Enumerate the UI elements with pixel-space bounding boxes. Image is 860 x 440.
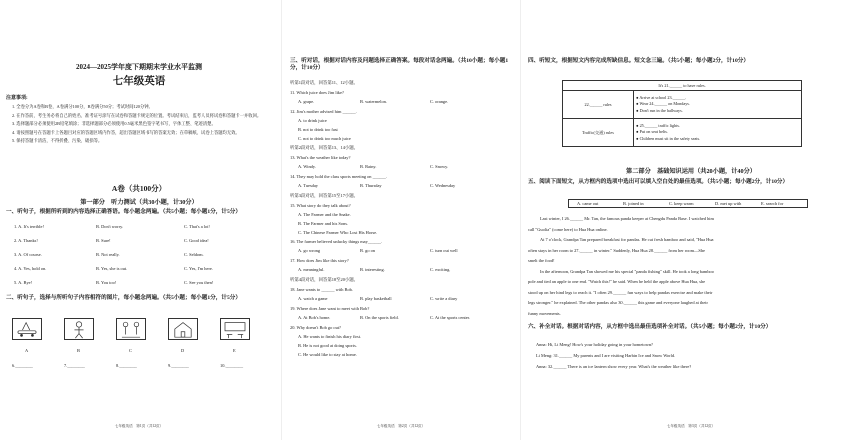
passage-line: Last winter, I 26.______ Mr. Tan, the famous panda keeper at Chengdu Panda Base. I watched him [540,216,714,221]
passage-line: funny movements. [528,310,561,316]
option: C. Good idea! [184,238,209,243]
option: A. grape. [298,99,315,104]
option: A. At Bob's home. [298,315,331,320]
page-1 [6,0,272,440]
answer-blank: 9.________ [168,363,189,368]
option: 5. A. Bye! [14,280,33,285]
question: 17. How does Jim like this story? [290,258,349,263]
option: C. At the sports center. [430,315,470,320]
rule-item: ● Wear 24.______ on Mondays. [636,101,690,107]
option: B. play basketball [360,296,392,301]
answer-blank: 10.________ [220,363,244,368]
dialog-intro: 听第1段对话，回答第11、12小题。 [290,80,358,85]
picture-label: D [181,348,185,353]
section1-title: 第一部分 听力测试（共30小题，计30分） [80,199,198,206]
picture-label: B [77,348,80,353]
dialog-line: Li Meng: 31.______ My parents and I are visiting Harbin Ice and Snow World. [536,353,676,358]
picture-a-skateboard [12,318,42,340]
rule-item: ● Children must sit in the safety seats. [636,135,701,141]
picture-c-family [116,318,146,340]
q4-title: 四、听短文，根据短文内容完成所缺信息。短文念三遍。（共5小题；每小题2分，计10分） [528,58,749,64]
option: C. The Chinese Farmer Who Lost His Horse. [298,230,378,235]
option: 4. A. Yes, hold on. [14,266,47,271]
picture-d-house [168,318,198,340]
option: C. turn out well [430,248,458,253]
option: C. Wednesday [430,183,456,188]
option: A. Windy. [298,164,316,169]
passage-line: stood up on her hind legs to reach it. "I often 29.______ fun ways to help pandas exercise and make their [528,289,713,295]
option: B. Yes, she is out. [96,266,128,271]
option: A. watch a game [298,296,328,301]
option: B. Don't worry. [96,224,124,229]
question: 19. Where does Jane want to meet with Bob? [290,306,370,311]
page-divider [520,0,521,440]
footer: 七年级英语 第2页（共12页） [376,424,426,428]
section2-title: 第二部分 基础知识运用（共20小题，计40分） [626,168,756,175]
row-items [634,119,802,147]
page-3 [528,0,854,440]
rule-item: ● 25.______ traffic lights. [636,122,680,128]
option: 3. A. Of course. [14,252,42,257]
word-option: D. met up with [715,201,742,206]
option: B. You too! [96,280,117,285]
row-items [634,91,802,119]
picture-label: E [233,348,236,353]
question: 20. Why doesn't Bob go out? [290,325,341,330]
dialog-intro: 听第2段对话，回答第13、14小题。 [290,145,359,150]
question: 14. They may hold the class sports meeting on ______. [290,174,387,179]
q2-title: 二、听句子，选择与所听句子内容相符的图片，每小题念两遍。（共5小题；每小题1分，计5分） [6,295,241,301]
note-item: 4. 请按照题号在答题卡上各题目对应的答题区域内作答，超出答题区域书写的答案无效；在草稿纸、试卷上答题均无效。 [12,129,240,135]
word-option: B. joined in [623,201,644,206]
answer-blank: 8.________ [116,363,137,368]
subject-title: 七年级英语 [112,76,166,87]
option: A. He wants to finish his diary first. [298,334,362,339]
word-option: C. keep warm [669,201,694,206]
option: B. Rainy. [360,164,377,169]
picture-label: A [25,348,29,353]
option: B. interesting. [360,267,385,272]
note-item: 3. 选择题部分必须使用2B铅笔填涂；非选择题部分必须使用0.5毫米黑色签字笔书写，字体工整、笔迹清楚。 [12,121,216,127]
row-label: 22.______ rules [563,91,634,119]
option: A. to drink juice [298,118,327,123]
row-label: Traffic(交通) rules [563,119,634,147]
word-option: E. search for [761,201,784,206]
option: 1. A. It's terrible! [14,224,44,229]
passage-line: legs stronger." he explained. The other pandas also 30.______ this game and everyone laughed at their [528,300,708,305]
passage-line: call "Guolia" (come here) to Hua Hua online. [528,226,608,232]
footer: 七年级英语 第3页（共12页） [666,424,716,428]
dialog-intro: 听第4段对话，回答第18至20小题。 [290,277,359,282]
question: 12. Jim's mother advised him ______. [290,109,357,114]
passage-line: pole and tied an apple to one end. "Watch this!" he said. When he held the apple above Hua Hua, she [528,279,706,284]
option: A. The Farmer and the Snake. [298,212,351,217]
question: 18. Jane wants to ______ with Bob. [290,287,353,292]
note-item: 5. 保持答题卡清洁，不得折叠、污染、破损等。 [12,138,103,144]
option: C. exciting. [430,267,451,272]
passage-line: In the afternoon, Grandpa Tan showed me his special "panda fishing" skill. He took a long bamboo [540,268,714,274]
option: C. Seldom. [184,252,204,257]
option: C. See you then! [184,280,214,285]
part-a-title: A卷（共100分） [111,184,167,193]
option: C. Snowy. [430,164,449,169]
question: 16. The farmer believed unlucky things may______. [290,239,383,244]
notes-title: 注意事项: [6,96,28,101]
option: B. Not really. [96,252,120,257]
rule-item: ● Arrive at school 23.______. [636,94,687,100]
option: C. He would like to stay at home. [298,352,357,357]
picture-b-person [64,318,94,340]
option: C. not to drink too much juice [298,136,351,141]
passage-line: often stays in her room to 27.______ in winter." Suddenly, Hua Hua 28.______ from her room—She [528,247,705,253]
option: C. write a diary [430,296,458,301]
note-item: 1. 全卷分为A卷和B卷，A卷满分100分，B卷满分50分；考试时间120分钟。 [12,104,153,109]
option: B. watermelon. [360,99,387,104]
exam-header: 2024—2025学年度下期期末学业水平监测 [76,63,202,71]
option: B. not to drink too fast [298,127,338,132]
question: 15. What story do they talk about? [290,203,351,208]
answer-blank: 7.________ [64,363,85,368]
footer: 七年级英语 第1页（共12页） [114,424,164,428]
option: 2. A. Thanks! [14,238,38,243]
picture-e-classroom [220,318,250,340]
question: 13. What's the weather like today? [290,155,351,160]
rules-table [562,80,802,147]
option: B. go on [360,248,376,253]
option: C. Yes, I'm here. [184,266,213,271]
passage-line: At 7 o'clock, Grandpa Tan prepared breakfast for pandas. He cut fresh bamboo and said, "Hua Hua [540,237,714,242]
dialog-line: Anna: Hi, Li Meng! How's your holiday going in your hometown? [536,342,654,347]
option: B. Thursday [360,183,382,188]
notes-list [12,104,270,147]
option: B. On the sports field. [360,315,399,320]
option: A. meaningful. [298,267,325,272]
option: A. go wrong [298,248,321,253]
page-2 [290,0,512,440]
option: C. That's a lot! [184,224,210,229]
q5-title: 五、阅读下面短文，从方框内的选项中选出可以填入空白处的最佳选项。（共5小题；每小题2分，计10分） [528,179,789,185]
option: C. orange. [430,99,449,104]
q6-title: 六、补全对话。根据对话内容，从方框中选出最佳选项补全对话。（共5小题；每小题2分，计10分） [528,324,772,330]
rule-item: ● Put on seat belts. [636,129,668,135]
answer-blank: 6.________ [12,363,33,368]
option: A. Tuesday [298,183,319,188]
question: 11. Which juice does Jim like? [290,90,344,95]
passage-line: smelt the food! [528,258,555,263]
rule-item: ● Don't run in the hallways. [636,107,683,113]
word-bank [568,199,808,208]
table-top: It's 21.______ to have rules. [563,81,802,91]
dialog-intro: 听第3段对话，回答第15至17小题。 [290,193,359,198]
picture-label: C [129,348,132,353]
word-option: A. came out [577,201,599,206]
note-item: 2. 在作答前，考生务必将自己的姓名、准考证号涂写在试卷和答题卡规定的位置。考试结束后，监考人员将试卷和答题卡一并收回。 [12,112,262,118]
dialog-line: Anna: 32.______ There is an ice lantern show every year. What's the weather like there? [536,364,692,369]
option: B. He is not good at doing sports. [298,343,357,348]
option: B. The Farmer and his Sons. [298,221,349,226]
q1-title: 一、听句子，根据所听到的内容选择正确答语。每小题念两遍。（共5小题；每小题1分，计5分） [6,209,241,215]
option: B. Sure! [96,238,111,243]
page-divider [281,0,282,440]
q3-title: 三、听对话，根据对话内容及问题选择正确答案。每段对话念两遍。（共10小题；每小题1分，计10分） [290,58,509,71]
